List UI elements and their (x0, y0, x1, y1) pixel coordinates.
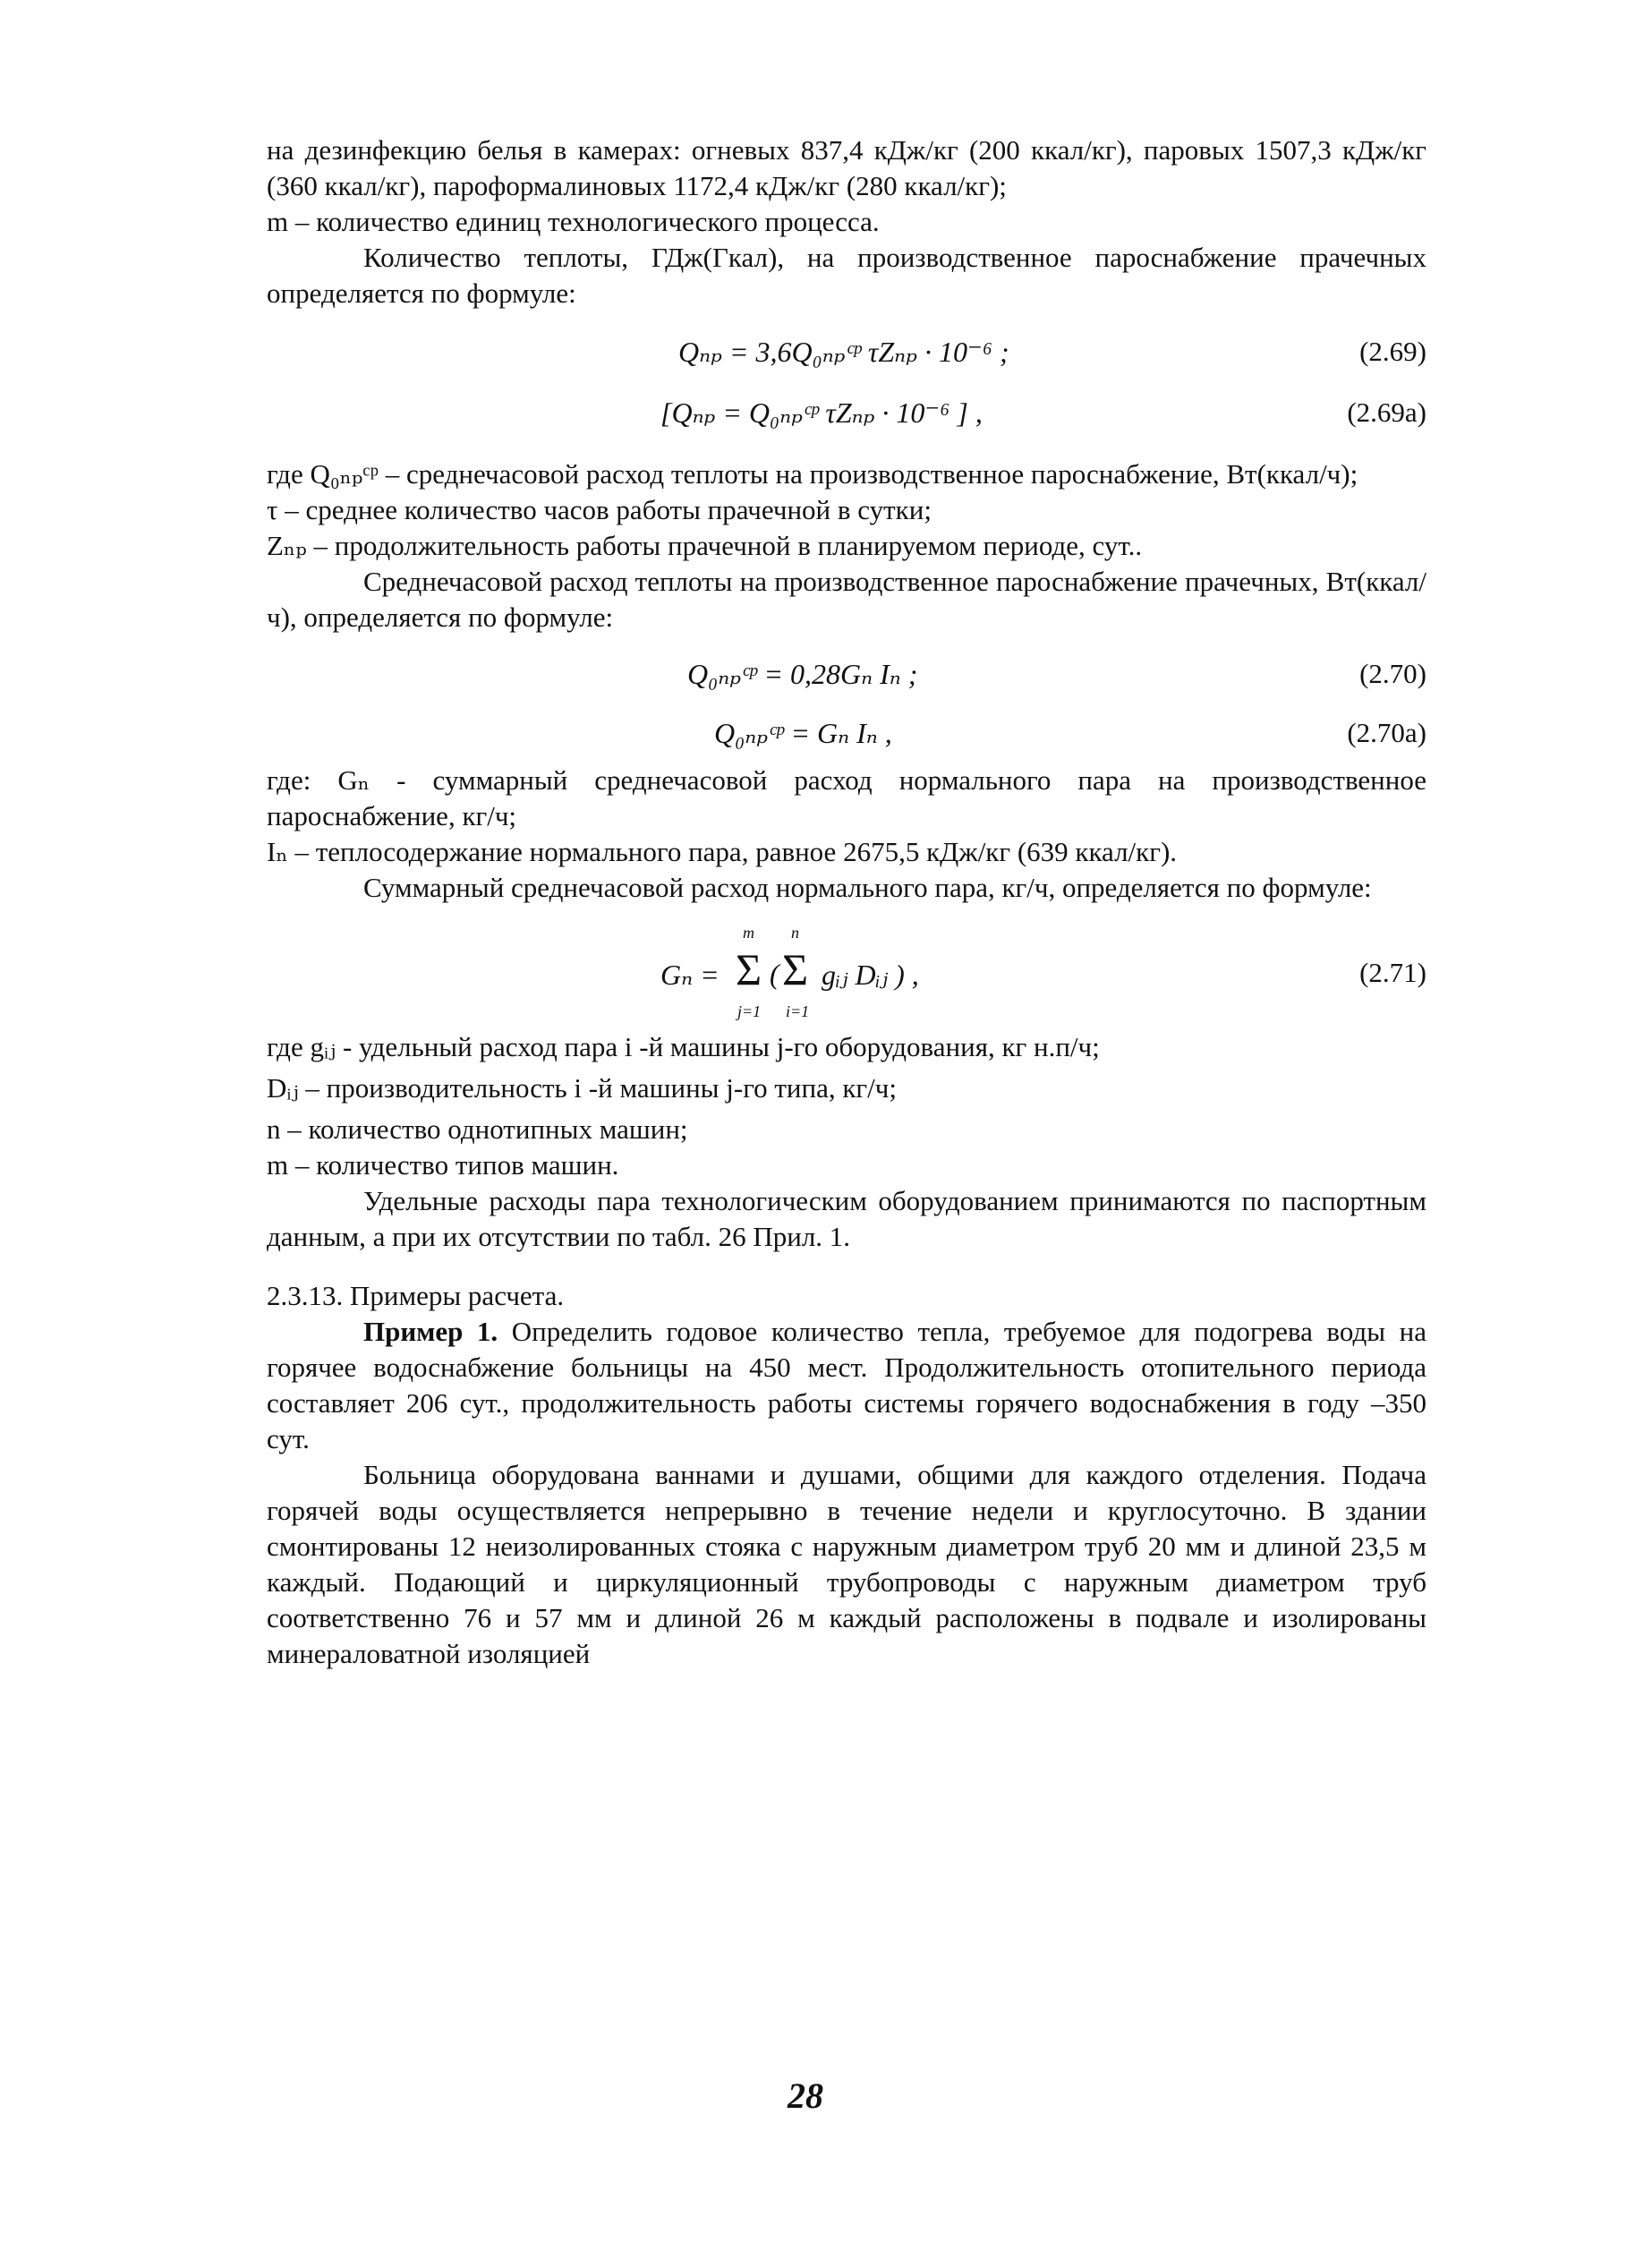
where-line-1: где Q₀ₙₚᶜᵖ – среднечасовой расход теплоты на производственное пароснабжение, Вт(ккал/ч); (267, 458, 1358, 490)
outer-sum-lower-limit: j=1 (737, 1002, 762, 1020)
example-1-paragraph (267, 1314, 1426, 1457)
equation-2-69-body: Qₙₚ = 3,6Q₀ₙₚᶜᵖ τZₙₚ · 10⁻⁶ ; (678, 336, 1009, 368)
where-line-8: n – количество однотипных машин; (267, 1113, 688, 1145)
where-line-6: где gᵢⱼ - удельный расход пара i -й машины j-го оборудования, кг н.п/ч; (267, 1031, 1100, 1062)
paragraph-1: Количество теплоты, ГДж(Гкал), на производственное пароснабжение прачечных определяется по формуле: (267, 242, 1426, 309)
where-line-2: τ – среднее количество часов работы прачечной в сутки; (267, 494, 932, 525)
outer-sum-sign: Σ (736, 944, 762, 994)
inner-sum-lower-limit: i=1 (786, 1002, 810, 1020)
page-number: 28 (788, 2076, 823, 2116)
equation-2-69a (267, 388, 1426, 437)
equation-2-69a-number: (2.69а) (1347, 396, 1426, 428)
equation-2-71 (267, 924, 1426, 1022)
equation-2-70-number: (2.70) (1359, 658, 1426, 689)
equation-2-69 (267, 328, 1426, 376)
section-heading: 2.3.13. Примеры расчета. (267, 1280, 565, 1311)
where-line-3: Zₙₚ – продолжительность работы прачечной в планируемом периоде, сут.. (267, 530, 1143, 561)
text-line-1: на дезинфекцию белья в камерах: огневых 837,4 кДж/кг (200 ккал/кг), паровых 1507,3 кДж/кг (360 ккал/кг), пароформалиновых 1172,4 кДж/кг (280 ккал/кг); (267, 134, 1426, 201)
equation-2-70 (267, 650, 1426, 698)
paragraph-5: Больница оборудована ваннами и душами, общими для каждого отделения. Подача горячей воды осуществляется непрерывно в течение недели и круглосуточно. В здании смонтированы 12 неизолированных стояка с наружным диаметром труб 20 мм и длиной 23,5 м каждый. Подающий и циркуляционный трубопроводы с наружным диаметром труб соответственно 76 и 57 мм и длиной 26 м каждый расположены в подвале и изолированы минераловатной изоляцией (267, 1459, 1426, 1669)
inner-sum-sign: Σ (782, 944, 809, 994)
example-1-text: Определить годовое количество тепла, требуемое для подогрева воды на горячее водоснабжение больницы на 450 мест. Продолжительность отопительного периода составляет 206 сут., продолжительность работы системы горячего водоснабжения в году –350 сут. (267, 1316, 1426, 1454)
equation-2-71-lhs: Gₙ = (660, 959, 720, 991)
text-line-2: m – количество единиц технологического процесса. (267, 206, 880, 237)
where-line-9: m – количество типов машин. (267, 1149, 619, 1181)
outer-sum-upper-limit: m (743, 924, 754, 942)
paragraph-2: Среднечасовой расход теплоты на производственное пароснабжение прачечных, Вт(ккал/ч), определяется по формуле: (267, 566, 1426, 633)
document-page (267, 132, 1426, 1672)
equation-2-70-body: Q₀ₙₚᶜᵖ = 0,28Gₙ Iₙ ; (687, 658, 918, 690)
where-line-7: Dᵢⱼ – производительность i -й машины j-го типа, кг/ч; (267, 1072, 897, 1104)
equation-2-69a-body: [Qₙₚ = Q₀ₙₚᶜᵖ τZₙₚ · 10⁻⁶ ] , (660, 396, 983, 429)
paragraph-4: Удельные расходы пара технологическим оборудованием принимаются по паспортным данным, а при их отсутствии по табл. 26 Прил. 1. (267, 1185, 1426, 1252)
equation-2-70a (267, 709, 1426, 757)
equation-2-70a-number: (2.70а) (1347, 717, 1426, 748)
equation-2-69-number: (2.69) (1359, 336, 1426, 367)
equation-2-71-inner-term: gᵢⱼ Dᵢⱼ ) , (822, 959, 919, 991)
paragraph-3: Суммарный среднечасовой расход нормального пара, кг/ч, определяется по формуле: (363, 872, 1372, 903)
where-line-4: где: Gₙ - суммарный среднечасовой расход нормального пара на производственное пароснабжение, кг/ч; (267, 764, 1426, 831)
equation-2-70a-body: Q₀ₙₚᶜᵖ = Gₙ Iₙ , (714, 717, 892, 749)
equation-2-71-number: (2.71) (1359, 957, 1426, 988)
section-gap (267, 1255, 1426, 1278)
where-line-5: Iₙ – теплосодержание нормального пара, равное 2675,5 кДж/кг (639 ккал/кг). (267, 836, 1178, 867)
inner-sum-upper-limit: n (791, 924, 799, 942)
example-1-label: Пример 1. (363, 1316, 498, 1347)
equation-2-71-open-paren: ( (770, 958, 779, 990)
